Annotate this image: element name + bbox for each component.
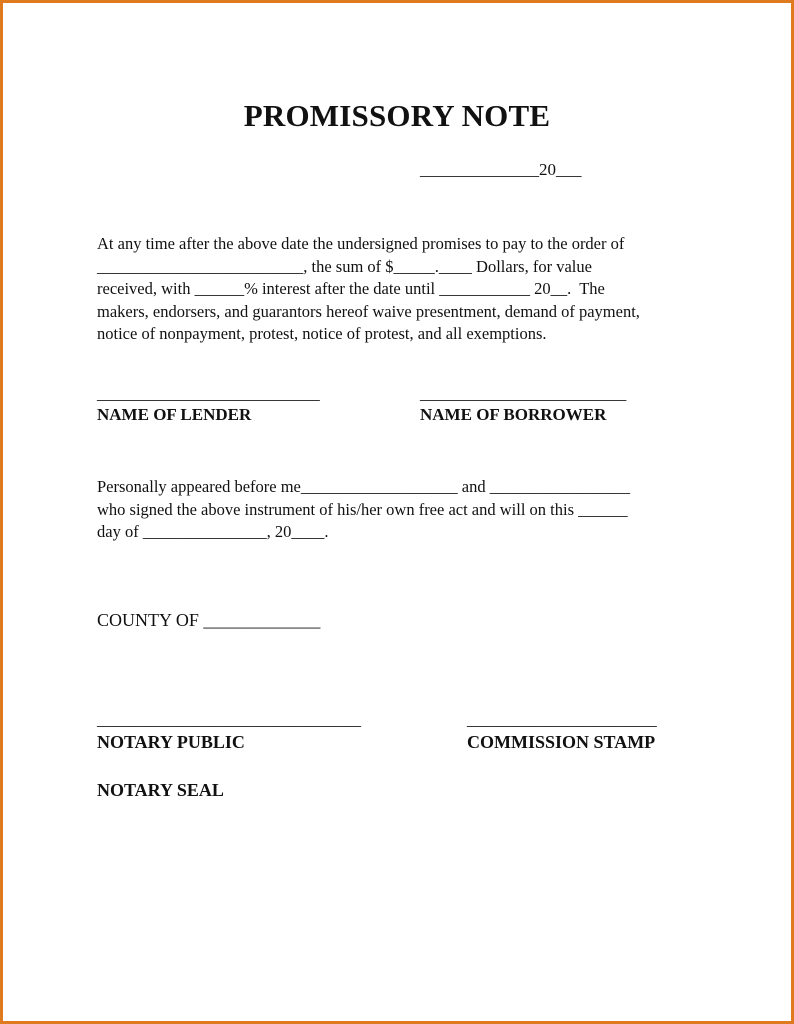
notary-public-label: NOTARY PUBLIC [97, 732, 245, 752]
notary-signature-line: ________________________________ [97, 710, 361, 729]
note-body-paragraph [97, 233, 707, 346]
lender-label: NAME OF LENDER [97, 405, 252, 424]
borrower-label: NAME OF BORROWER [420, 405, 607, 424]
acknowledgment-line: who signed the above instrument of his/her own free act and will on this ______ [97, 499, 628, 519]
borrower-signature-line: _________________________ [420, 384, 627, 403]
acknowledgment-paragraph [97, 476, 630, 544]
commission-stamp-label: COMMISSION STAMP [467, 732, 656, 752]
paragraph-line: _________________________, the sum of $_____.____ Dollars, for value [97, 256, 592, 276]
county-field: COUNTY OF _____________ [97, 610, 321, 630]
paragraph-line: At any time after the above date the undersigned promises to pay to the order of [97, 234, 625, 253]
date-line: ______________20___ [420, 160, 582, 179]
paragraph-line: received, with ______% interest after the date until ___________ 20__. The [97, 279, 605, 298]
document-title: PROMISSORY NOTE [243, 98, 551, 133]
commission-stamp-line: _______________________ [467, 710, 657, 729]
lender-signature-line: ___________________________ [97, 384, 320, 403]
acknowledgment-line: Personally appeared before me___________________ and _________________ [97, 477, 630, 496]
paragraph-line: notice of nonpayment, protest, notice of protest, and all exemptions. [97, 324, 547, 343]
acknowledgment-line: day of _______________, 20____. [97, 522, 329, 541]
notary-seal-label: NOTARY SEAL [97, 780, 224, 800]
paragraph-line: makers, endorsers, and guarantors hereof waive presentment, demand of payment, [97, 301, 640, 321]
